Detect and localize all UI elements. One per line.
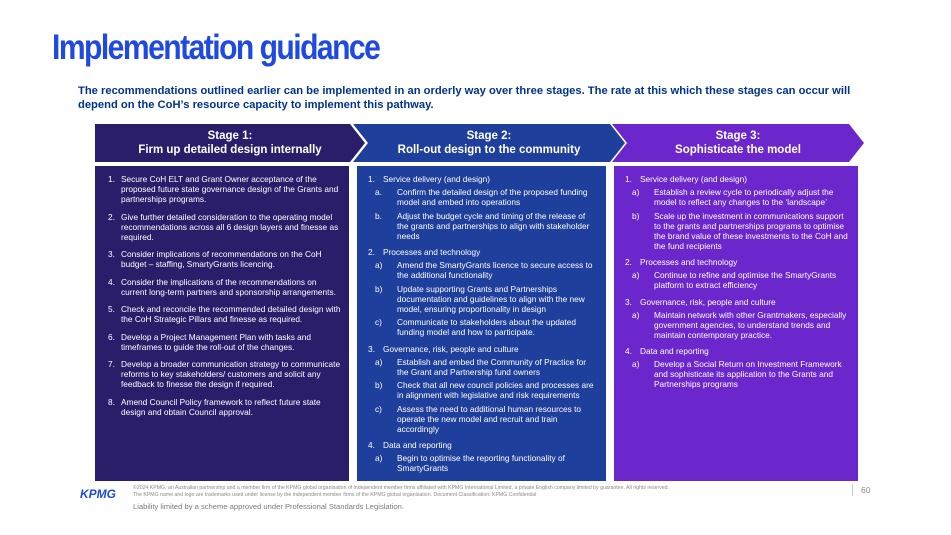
list-item: b) Scale up the investment in communications support to the grants and partnerships programs to optimise the brand value of these investments to the CoH and the fund recipients	[632, 210, 848, 251]
section-heading: 4. Data and reporting	[368, 440, 452, 450]
page-title: Implementation guidance	[52, 28, 380, 67]
section-heading: 3. Governance, risk, people and culture	[625, 296, 776, 307]
section-heading: 4. Data and reporting	[625, 346, 709, 356]
legal-line-2: The KPMG name and logo are trademarks used under license by the independent member firms of the KPMG global organisation. Document Classification: KPMG Confidential	[133, 492, 537, 499]
list-item: 6. Develop a Project Management Plan with tasks and timeframes to guide the roll-out of the changes.	[108, 331, 312, 352]
list-item: 5. Check and reconcile the recommended detailed design with the CoH Strategic Pillars and finesse as required.	[108, 304, 341, 324]
section-heading: 3. Governance, risk, people and culture	[368, 343, 519, 354]
list-item: c) Assess the need to additional human resources to operate the new model and recruit and train accordingly	[375, 403, 582, 434]
section-heading: 1. Service delivery (and design)	[368, 174, 490, 184]
list-item: 2. Give further detailed consideration to the operating model recommendations across all 6 design layers and finesse as required.	[108, 211, 339, 242]
list-item: 8. Amend Council Policy framework to reflect future state design and obtain Council approval.	[108, 396, 321, 417]
list-item: 1. Secure CoH ELT and Grant Owner acceptance of the proposed future state governance design of the Grants and partnerships programs.	[108, 174, 339, 204]
stage-1-panel	[95, 166, 349, 481]
stage-3-number: Stage 3:	[715, 130, 761, 142]
stage-2-title: Roll-out design to the community	[397, 144, 581, 156]
section-heading: 2. Processes and technology	[368, 247, 481, 257]
legal-line-1: ©2024 KPMG, an Australian partnership and a member firm of the KPMG global organisation of independent member firms affiliated with KPMG International Limited, a private English company limited by guarantee. All rights reserved.	[133, 485, 670, 491]
stage-2-number: Stage 2:	[466, 130, 512, 142]
liability-notice: Liability limited by a scheme approved under Professional Standards Legislation.	[133, 502, 404, 511]
page-number: 60	[861, 485, 871, 495]
stage-3-header	[612, 124, 864, 162]
list-item: b) Update supporting Grants and Partnerships documentation and guidelines to align with the new model, ensuring proportionality in design	[375, 283, 585, 314]
page-subtitle: The recommendations outlined earlier can be implemented in an orderly way over three stages. The rate at this which these stages can occur will depend on the CoH’s resource capacity to implement this pathway.	[78, 85, 851, 111]
stage-2-panel	[357, 166, 606, 481]
list-item: a) Begin to optimise the reporting functionality of SmartyGrants	[375, 453, 565, 473]
list-item: a) Develop a Social Return on Investment Framework and sophisticate its application to the Grants and Partnerships programs	[632, 359, 842, 389]
list-item: a) Continue to refine and optimise the SmartyGrants platform to extract efficiency	[632, 270, 837, 290]
stage-1-number: Stage 1:	[207, 130, 253, 142]
kpmg-logo-mark	[80, 486, 120, 500]
stage-3-title: Sophisticate the model	[675, 144, 801, 156]
list-item: a) Maintain network with other Grantmakers, especially government agencies, to understand trends and maintain contemporary practice.	[632, 309, 847, 340]
list-item: b. Adjust the budget cycle and timing of the release of the grants and partnerships to align with stakeholder needs	[375, 210, 590, 241]
stage-chevrons	[95, 124, 865, 162]
list-item: 4. Consider the implications of the recommendations on current long-term partners and sponsorship arrangements.	[108, 276, 336, 297]
stage-2-header	[353, 124, 625, 162]
list-item: 7. Develop a broader communication strategy to communicate reforms to key stakeholders/ customers and solicit any feedback to finesse the design if required.	[108, 359, 341, 389]
list-item: a) Establish and embed the Community of Practice for the Grant and Partnership fund owners	[375, 356, 587, 377]
svg-text:KPMG: KPMG	[80, 487, 116, 500]
list-item: a) Establish a review cycle to periodically adjust the model to reflect any changes to the ‘landscape’	[632, 187, 834, 207]
list-item: c) Communicate to stakeholders about the updated funding model and how to participate.	[375, 317, 576, 337]
stage-1-header	[95, 124, 365, 162]
list-item: 3. Consider implications of recommendations on the CoH budget – staffing, SmartyGrants licencing.	[108, 249, 322, 269]
kpmg-logo	[80, 486, 120, 505]
section-heading: 2. Processes and technology	[625, 257, 738, 267]
stage-3-panel	[614, 166, 858, 481]
section-heading: 1. Service delivery (and design)	[625, 174, 747, 184]
list-item: a. Confirm the detailed design of the proposed funding model and embed into operations	[375, 187, 588, 207]
footer-divider	[852, 484, 853, 496]
list-item: b) Check that all new council policies and processes are in alignment with legislative and risk requirements	[375, 380, 594, 400]
list-item: a) Amend the SmartyGrants licence to secure access to the additional functionality	[375, 260, 593, 280]
stage-1-title: Firm up detailed design internally	[138, 144, 322, 156]
legal-notice	[133, 485, 833, 499]
